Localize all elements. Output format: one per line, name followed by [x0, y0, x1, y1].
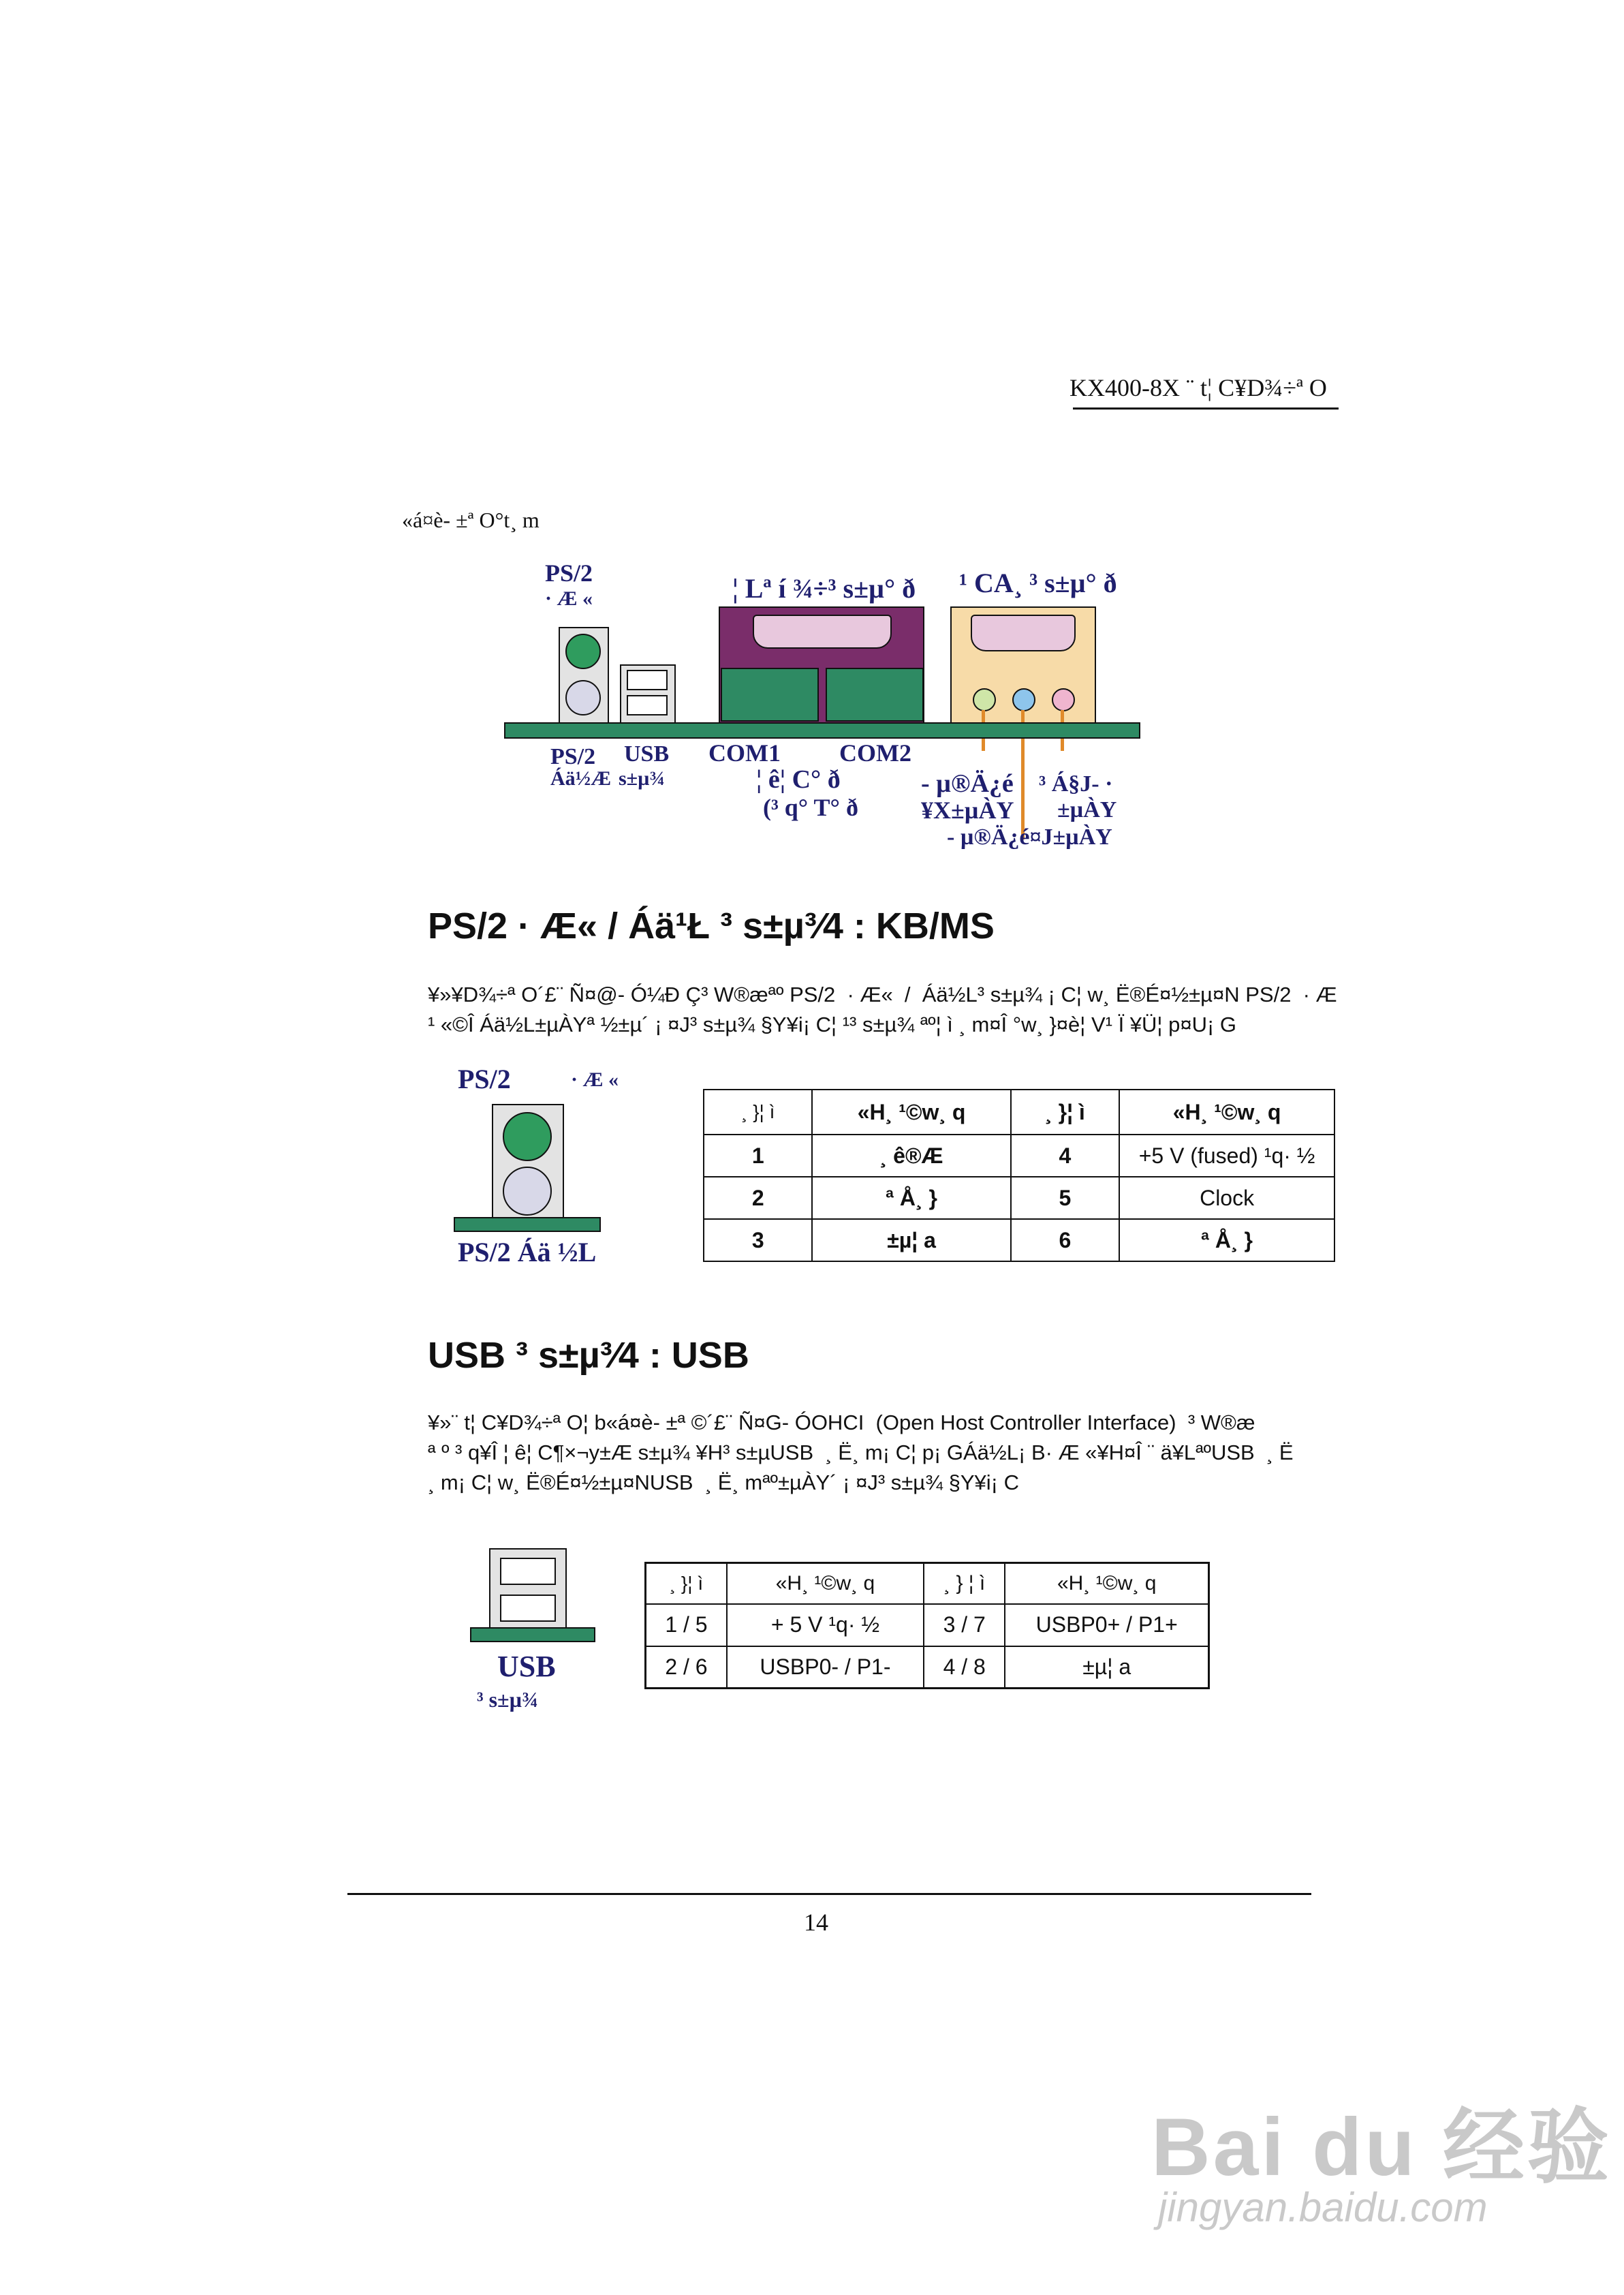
ps2-fig-label-mouse: PS/2: [458, 1064, 511, 1094]
label-ps2-keyboard-sub: Áä½Æ: [550, 767, 612, 790]
table-cell: ±µ¦ a: [1005, 1646, 1208, 1689]
label-mic: ³ Á§J- ·: [1039, 771, 1113, 797]
usb-connector-icon: [500, 1558, 556, 1585]
ps2-fig-label-mouse-sub: · Æ «: [571, 1068, 619, 1091]
back-panel-diagram: [504, 559, 1158, 852]
document-header-title: KX400-8X ¨ t¦ C¥D¾÷ª O: [1069, 374, 1327, 401]
header-rule: [1073, 407, 1339, 410]
table-cell: 1: [704, 1135, 812, 1177]
table-cell: Clock: [1119, 1177, 1334, 1219]
line-out-jack-icon[interactable]: [973, 688, 996, 711]
table-cell: ±µ¦ a: [812, 1219, 1010, 1261]
usb-fig-base-bar: [470, 1627, 595, 1642]
table-header-row: [646, 1563, 1209, 1604]
table-row: [704, 1219, 1334, 1261]
usb-fig-label-sub: ³ s±µ¾: [477, 1687, 539, 1712]
table-header-cell: ¸ } ¦ ì: [924, 1563, 1005, 1604]
table-header-cell: ¸ }¦ ì: [704, 1090, 812, 1135]
ps2-section-heading: PS/2 · Æ« / Áä¹Ł ³ s±µ³⁄4 : KB/MS: [428, 906, 995, 946]
label-ps2-mouse: PS/2: [545, 559, 593, 587]
com2-port-icon[interactable]: [826, 668, 924, 722]
usb-pin-table: [644, 1562, 1210, 1689]
label-ps2-keyboard: PS/2: [550, 744, 596, 769]
table-row: [646, 1604, 1209, 1646]
table-cell: USBP0+ / P1+: [1005, 1604, 1208, 1646]
usb-connector-icon: [500, 1595, 556, 1622]
mic-jack-icon[interactable]: [1052, 688, 1075, 711]
table-cell: 2: [704, 1177, 812, 1219]
ps2-fig-base-bar: [454, 1217, 601, 1232]
ps2-keyboard-connector-icon: [503, 1167, 552, 1216]
table-cell: + 5 V ¹q· ½: [727, 1604, 924, 1646]
table-header-cell: ¸ }¦ ì: [1011, 1090, 1119, 1135]
label-usb: USB: [624, 741, 670, 767]
label-com2: COM2: [839, 739, 911, 767]
table-cell: 3 / 7: [924, 1604, 1005, 1646]
table-header-cell: «H¸ ¹©w¸ q: [1119, 1090, 1334, 1135]
table-cell: 2 / 6: [646, 1646, 727, 1689]
ps2-paragraph-line: ¥»¥D¾÷ª O´£¨ Ñ¤@- Ó¼Ð Ç³ W®æªº PS/2 · Æ« / Áä½L³ s±µ¾ ¡ C¦ w¸ Ë®É¤½±µ¤N PS/2 · Æ: [428, 983, 1337, 1006]
table-cell: 5: [1011, 1177, 1119, 1219]
table-header-cell: «H¸ ¹©w¸ q: [727, 1563, 924, 1604]
table-header-cell: «H¸ ¹©w¸ q: [1005, 1563, 1208, 1604]
table-cell: 4 / 8: [924, 1646, 1005, 1689]
table-cell: 6: [1011, 1219, 1119, 1261]
motherboard-edge-bar: [504, 722, 1140, 739]
ps2-fig-label-keyboard: PS/2 Áä ½L: [458, 1237, 597, 1267]
table-cell: 4: [1011, 1135, 1119, 1177]
table-cell: 3: [704, 1219, 812, 1261]
table-row: [646, 1646, 1209, 1689]
table-cell: USBP0- / P1-: [727, 1646, 924, 1689]
game-port-icon[interactable]: [971, 615, 1076, 651]
page-number: 14: [804, 1909, 828, 1936]
usb-paragraph-line: ¥»¨ t¦ C¥D¾÷ª O¦ b«á¤è- ±ª ©´£¨ Ñ¤G- ÓOHCI (Open Host Controller Interface) ³ W®æ: [428, 1411, 1255, 1434]
label-line-out: - µ®Ä¿é: [921, 769, 1014, 798]
label-ps2-mouse-sub: · Æ «: [545, 587, 593, 610]
label-serial-port: ¦ ê¦ C° ð: [756, 765, 841, 794]
footer-rule: [347, 1893, 1311, 1895]
usb-port-icon[interactable]: [627, 695, 668, 715]
usb-paragraph-line: ¸ m¡ C¦ w¸ Ë®É¤½±µ¤NUSB ¸ Ë¸ mªº±µÀY´ ¡ ¤J³ s±µ¾ §Y¥i¡ C: [428, 1470, 1019, 1494]
com1-port-icon[interactable]: [721, 668, 819, 722]
label-mic-sub: ±µÀY: [1057, 797, 1117, 822]
ps2-mouse-connector-icon: [503, 1112, 552, 1161]
table-row: [704, 1135, 1334, 1177]
table-header-row: [704, 1090, 1334, 1135]
intro-text: «á¤è- ±ª O°t¸ m: [402, 508, 540, 532]
usb-section-heading: USB ³ s±µ³⁄4 : USB: [428, 1335, 749, 1376]
table-cell: 1 / 5: [646, 1604, 727, 1646]
table-cell: ª Å¸ }: [812, 1177, 1010, 1219]
table-header-cell: «H¸ ¹©w¸ q: [812, 1090, 1010, 1135]
label-game-port: ¹ CA¸ ³ s±µ° ð: [959, 568, 1117, 598]
table-cell: ¸ ê®Æ: [812, 1135, 1010, 1177]
watermark-url: jingyan.baidu.com: [1158, 2185, 1488, 2230]
usb-port-icon[interactable]: [627, 670, 668, 690]
ps2-paragraph-line: ¹ «©Î Áä½L±µÀYª ½±µ´ ¡ ¤J³ s±µ¾ §Y¥i¡ C¦ ¹³ s±µ¾ ªº¦ ì ¸ m¤Î °w¸ }¤è¦ V¹ Ï ¥Ü¦ p¤U¡ G: [428, 1013, 1237, 1036]
ps2-keyboard-port-icon[interactable]: [565, 680, 601, 715]
label-line-in: - µ®Ä¿é¤J±µÀY: [947, 825, 1112, 850]
label-com1: COM1: [708, 739, 781, 767]
label-usb-sub: s±µ¾: [619, 767, 665, 790]
ps2-mouse-port-icon[interactable]: [565, 634, 601, 669]
table-row: [704, 1177, 1334, 1219]
line-in-jack-icon[interactable]: [1012, 688, 1035, 711]
label-serial-port-sub: (³ q° T° ð: [763, 794, 858, 821]
table-cell: +5 V (fused) ¹q· ½: [1119, 1135, 1334, 1177]
watermark-brand: Bai du 经验: [1151, 2101, 1612, 2193]
parallel-port-icon[interactable]: [753, 615, 892, 649]
usb-fig-label: USB: [497, 1650, 556, 1683]
label-parallel-port: ¦ Lª í ¾÷³ s±µ° ð: [732, 573, 916, 604]
table-header-cell: ¸ }¦ ì: [646, 1563, 727, 1604]
usb-paragraph-line: ª º ³ q¥Î ¦ ê¦ C¶×¬y±Æ s±µ¾ ¥H³ s±µUSB ¸ Ë¸ m¡ C¦ p¡ GÁä½L¡ B· Æ «¥H¤Î ¨ ä¥LªºUSB ¸ Ë: [428, 1441, 1294, 1464]
label-line-out-sub: ¥X±µÀY: [921, 797, 1014, 824]
table-cell: ª Å¸ }: [1119, 1219, 1334, 1261]
ps2-pin-table: [703, 1089, 1335, 1262]
